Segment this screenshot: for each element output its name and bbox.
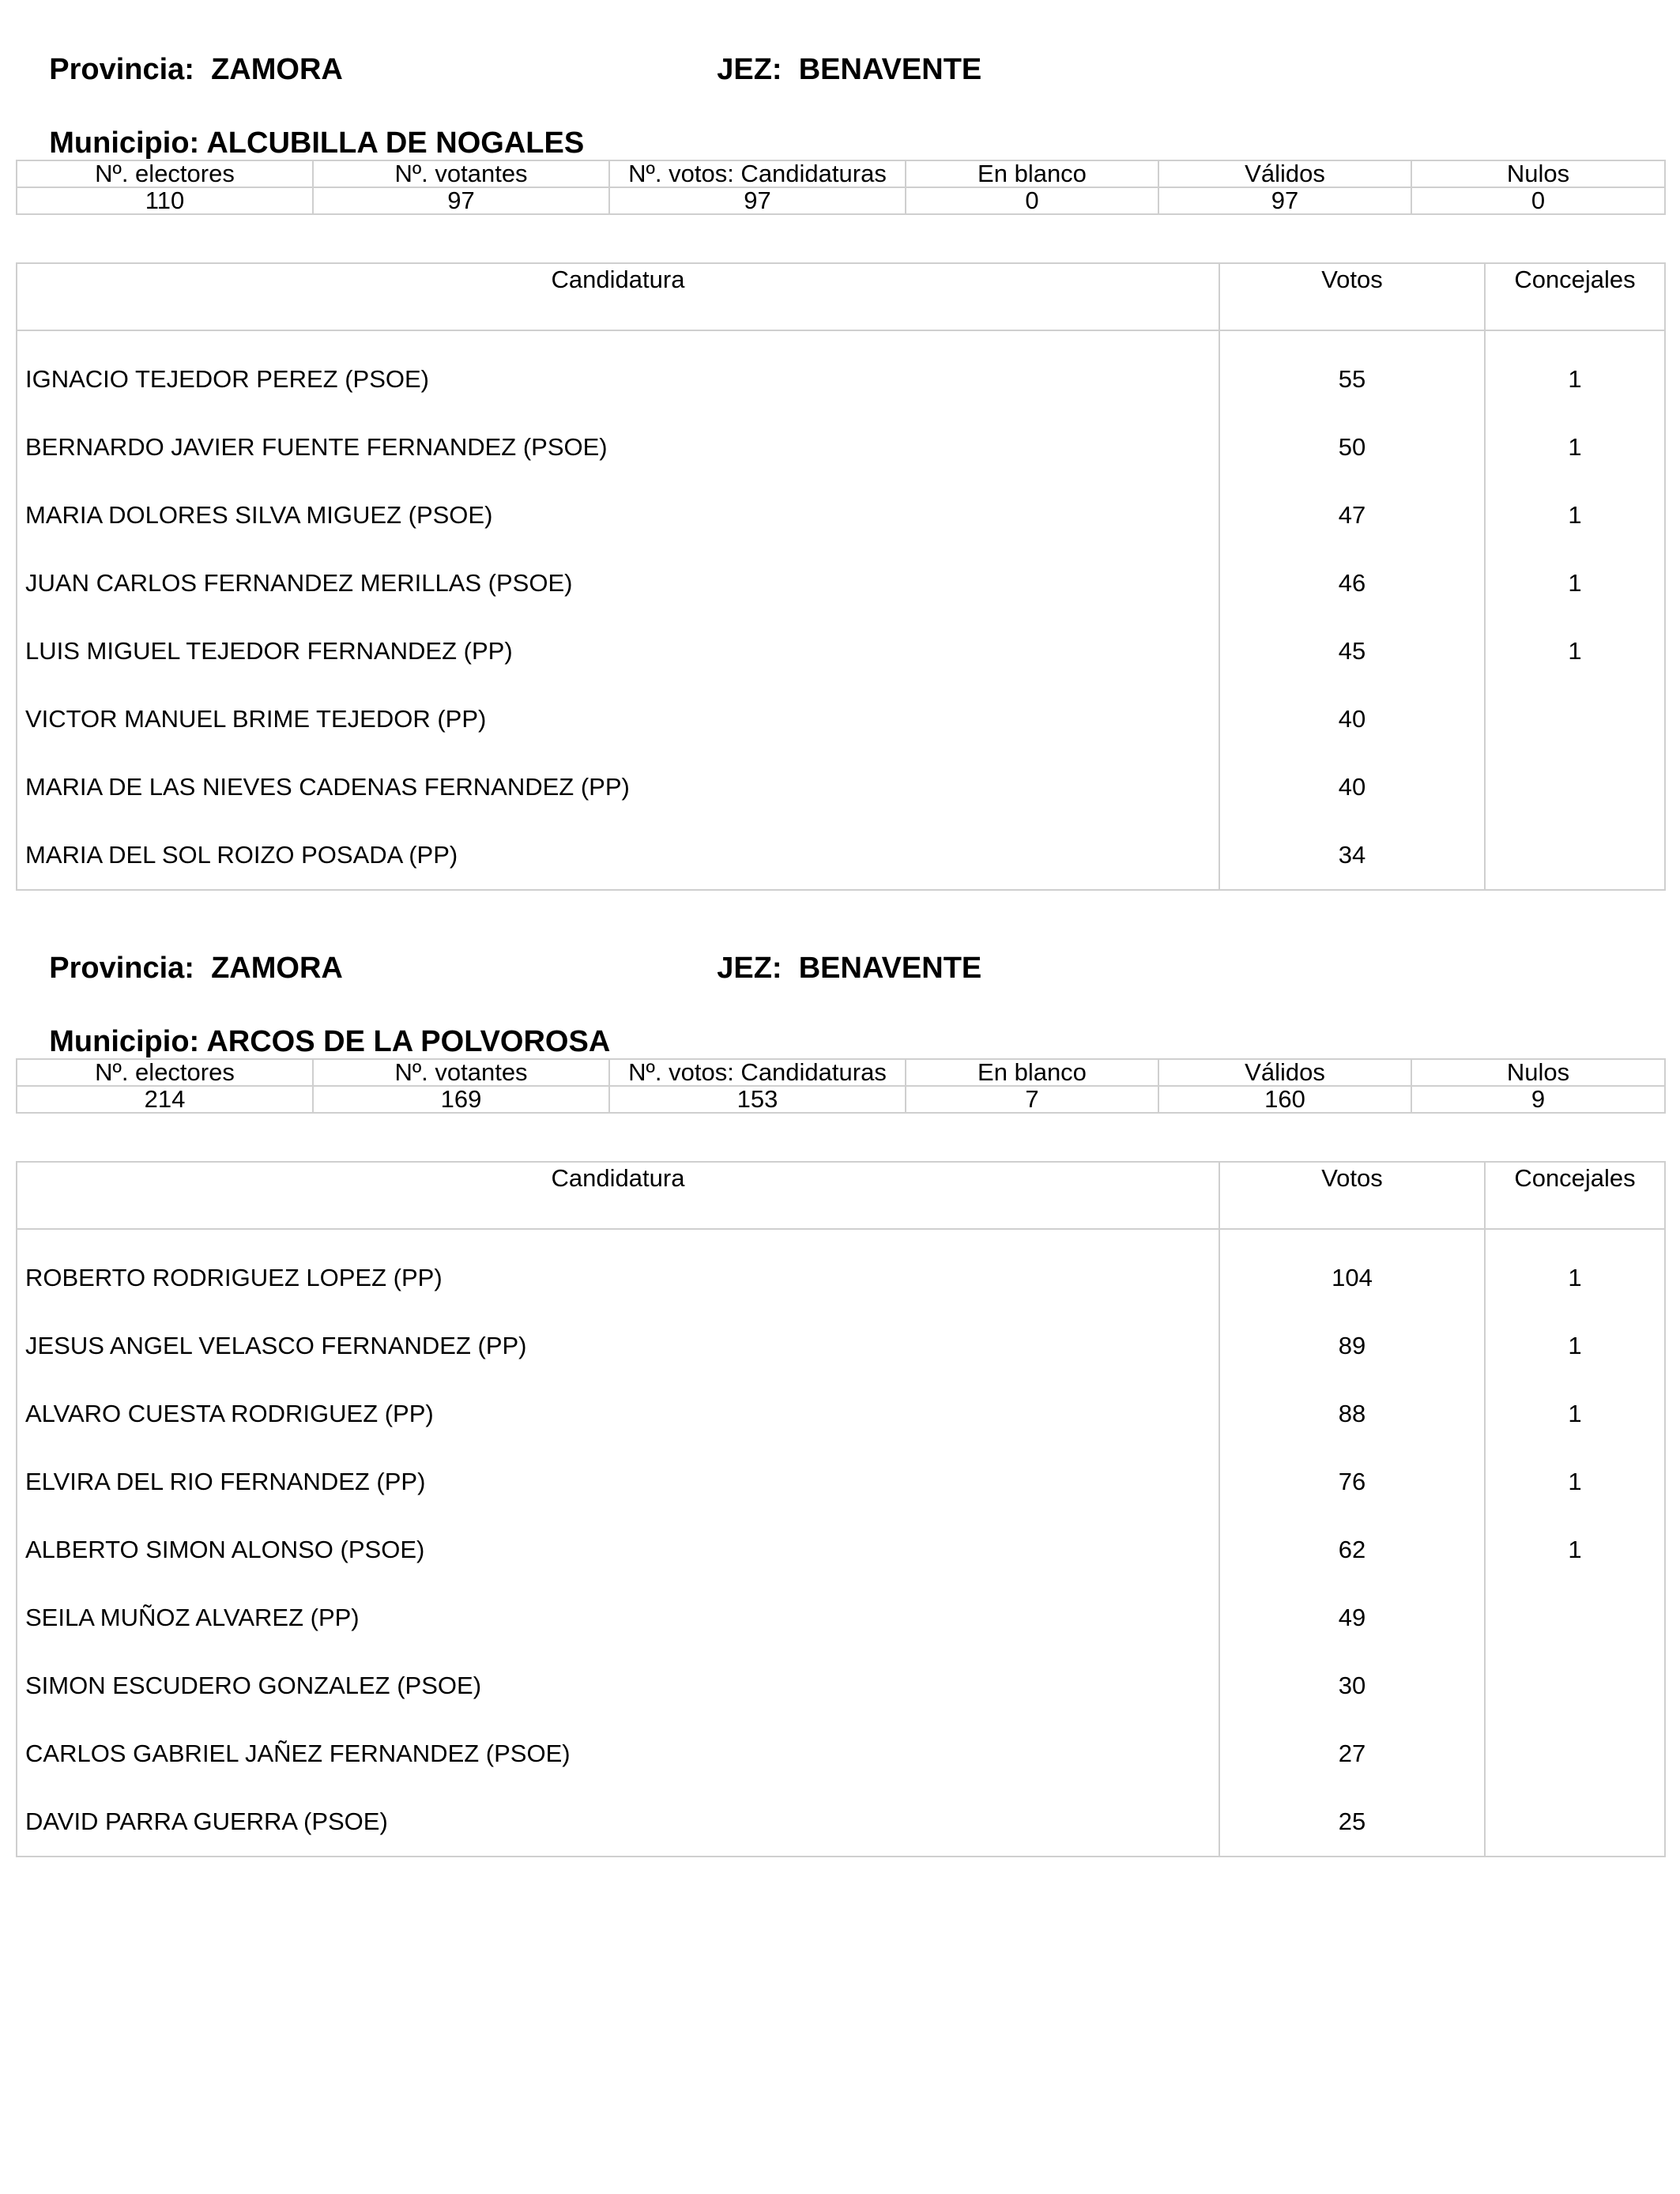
candidate-row [17,617,1665,685]
municipio-value: ALCUBILLA DE NOGALES [206,126,585,160]
candidate-name: ALVARO CUESTA RODRIGUEZ (PP) [25,1400,434,1427]
candidate-name: ELVIRA DEL RIO FERNANDEZ (PP) [25,1468,426,1495]
jez-label: JEZ: [717,53,782,86]
candidate-votos: 47 [1219,481,1485,549]
municipio-label: Municipio: [49,1025,200,1058]
stats-header-cell: Nº. votantes [313,160,609,187]
stats-value-cell: 97 [609,187,906,214]
candidate-votos: 40 [1219,685,1485,753]
votos-header: Votos [1219,263,1485,330]
stats-value-cell: 97 [1158,187,1411,214]
stats-header-cell: En blanco [906,160,1158,187]
candidatura-header: Candidatura [17,1162,1219,1229]
candidate-concejales: 1 [1485,617,1665,685]
stats-header-cell: Nº. votantes [313,1059,609,1086]
candidate-row [17,1584,1665,1652]
jez-heading [684,916,981,1020]
candidate-name: ALBERTO SIMON ALONSO (PSOE) [25,1536,425,1563]
candidate-name: JUAN CARLOS FERNANDEZ MERILLAS (PSOE) [25,569,573,597]
candidate-row [17,413,1665,481]
candidate-concejales: 1 [1485,549,1665,617]
stats-value-cell: 160 [1158,1086,1411,1113]
candidate-name: BERNARDO JAVIER FUENTE FERNANDEZ (PSOE) [25,433,608,461]
candidate-name: DAVID PARRA GUERRA (PSOE) [25,1808,388,1835]
provincia-value: ZAMORA [211,53,343,86]
candidate-concejales [1485,1652,1665,1720]
candidate-row [17,1516,1665,1584]
candidate-votos: 50 [1219,413,1485,481]
candidate-name: SEILA MUÑOZ ALVAREZ (PP) [25,1604,360,1631]
candidate-name: MARIA DEL SOL ROIZO POSADA (PP) [25,841,458,869]
candidate-concejales [1485,1584,1665,1652]
candidate-votos: 49 [1219,1584,1485,1652]
stats-header-cell: En blanco [906,1059,1158,1086]
jez-label: JEZ: [717,952,782,985]
stats-value-cell: 97 [313,187,609,214]
candidate-row [17,1788,1665,1857]
stats-header-row [17,160,1665,187]
candidate-row [17,549,1665,617]
candidate-row [17,1312,1665,1380]
stats-header-cell: Válidos [1158,1059,1411,1086]
candidate-votos: 55 [1219,330,1485,413]
candidate-name: SIMON ESCUDERO GONZALEZ (PSOE) [25,1672,482,1699]
candidate-row [17,1652,1665,1720]
candidate-concejales [1485,1788,1665,1857]
candidate-name: MARIA DOLORES SILVA MIGUEZ (PSOE) [25,501,493,529]
candidates-header-row [17,1162,1665,1229]
candidates-header-row [17,263,1665,330]
candidate-concejales [1485,821,1665,890]
candidate-name: VICTOR MANUEL BRIME TEJEDOR (PP) [25,705,487,733]
candidate-concejales: 1 [1485,481,1665,549]
stats-header-cell: Válidos [1158,160,1411,187]
candidate-concejales: 1 [1485,330,1665,413]
provincia-value: ZAMORA [211,952,343,985]
provincia-label: Provincia: [49,952,194,985]
stats-value-cell: 214 [17,1086,313,1113]
candidate-concejales [1485,753,1665,821]
jez-heading [684,17,981,122]
candidate-votos: 46 [1219,549,1485,617]
candidate-concejales: 1 [1485,413,1665,481]
stats-header-cell: Nulos [1411,1059,1665,1086]
candidate-votos: 62 [1219,1516,1485,1584]
candidate-row [17,330,1665,413]
stats-table [16,1058,1666,1114]
candidate-row [17,1229,1665,1312]
candidates-table [16,262,1666,891]
stats-value-cell: 169 [313,1086,609,1113]
candidate-votos: 88 [1219,1380,1485,1448]
candidate-name: JESUS ANGEL VELASCO FERNANDEZ (PP) [25,1332,527,1359]
candidate-concejales: 1 [1485,1516,1665,1584]
municipio-value: ARCOS DE LA POLVOROSA [206,1025,611,1058]
municipio-section-2 [16,899,1664,1847]
candidate-votos: 45 [1219,617,1485,685]
stats-value-cell: 0 [906,187,1158,214]
stats-value-row [17,1086,1665,1113]
stats-table [16,160,1666,215]
candidate-row [17,1720,1665,1788]
jez-value: BENAVENTE [798,952,982,985]
stats-header-cell: Nº. electores [17,1059,313,1086]
candidate-votos: 25 [1219,1788,1485,1857]
concejales-header: Concejales [1485,263,1665,330]
provincia-label: Provincia: [49,53,194,86]
candidate-votos: 89 [1219,1312,1485,1380]
stats-value-cell: 153 [609,1086,906,1113]
candidate-concejales: 1 [1485,1380,1665,1448]
stats-header-cell: Nulos [1411,160,1665,187]
stats-header-row [17,1059,1665,1086]
municipio-label: Municipio: [49,126,200,160]
candidate-votos: 27 [1219,1720,1485,1788]
municipio-section-1 [16,0,1664,877]
candidate-votos: 76 [1219,1448,1485,1516]
stats-value-row [17,187,1665,214]
stats-header-cell: Nº. electores [17,160,313,187]
candidate-row [17,1380,1665,1448]
candidate-row [17,1448,1665,1516]
votos-header: Votos [1219,1162,1485,1229]
candidate-name: ROBERTO RODRIGUEZ LOPEZ (PP) [25,1264,443,1291]
candidate-row [17,753,1665,821]
candidate-concejales [1485,1720,1665,1788]
candidate-name: LUIS MIGUEL TEJEDOR FERNANDEZ (PP) [25,637,513,665]
candidate-name: CARLOS GABRIEL JAÑEZ FERNANDEZ (PSOE) [25,1740,571,1767]
candidate-row [17,821,1665,890]
candidate-name: IGNACIO TEJEDOR PEREZ (PSOE) [25,365,430,393]
candidatura-header: Candidatura [17,263,1219,330]
concejales-header: Concejales [1485,1162,1665,1229]
candidate-row [17,685,1665,753]
candidate-concejales [1485,685,1665,753]
jez-value: BENAVENTE [798,53,982,86]
candidate-concejales: 1 [1485,1312,1665,1380]
candidate-concejales: 1 [1485,1448,1665,1516]
stats-header-cell: Nº. votos: Candidaturas [609,1059,906,1086]
candidate-votos: 34 [1219,821,1485,890]
stats-value-cell: 110 [17,187,313,214]
candidate-votos: 30 [1219,1652,1485,1720]
candidate-name: MARIA DE LAS NIEVES CADENAS FERNANDEZ (PP) [25,773,630,801]
stats-header-cell: Nº. votos: Candidaturas [609,160,906,187]
candidate-concejales: 1 [1485,1229,1665,1312]
stats-value-cell: 0 [1411,187,1665,214]
candidate-votos: 40 [1219,753,1485,821]
candidate-votos: 104 [1219,1229,1485,1312]
candidates-table [16,1161,1666,1857]
candidate-row [17,481,1665,549]
stats-value-cell: 9 [1411,1086,1665,1113]
stats-value-cell: 7 [906,1086,1158,1113]
